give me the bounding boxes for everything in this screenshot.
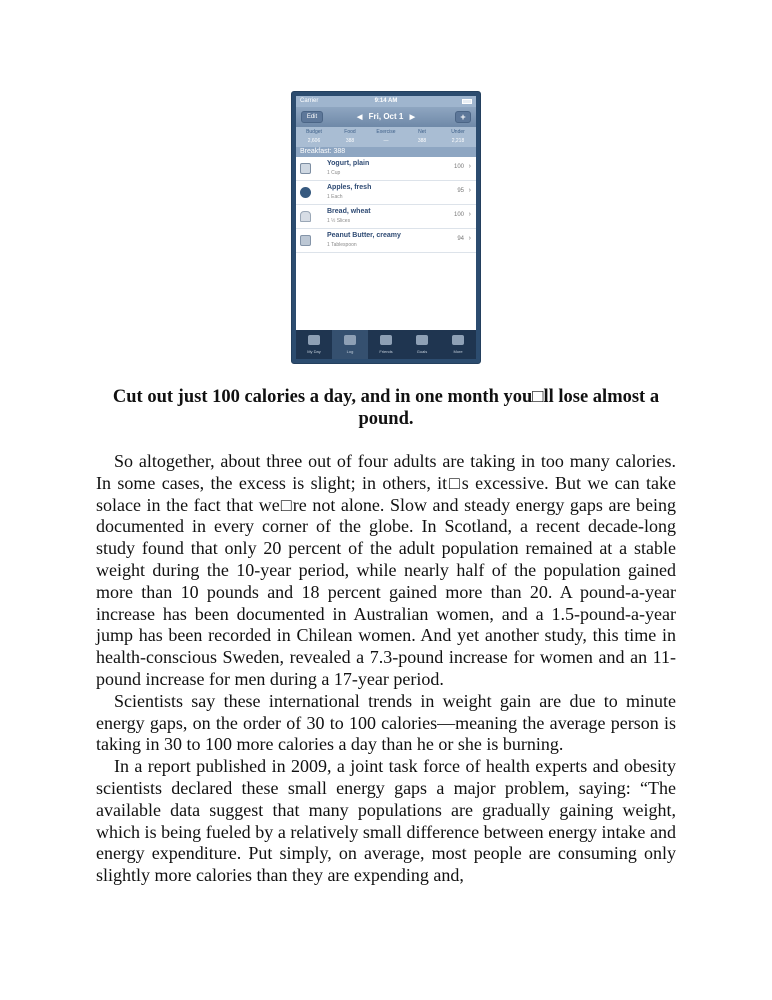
cup-icon bbox=[300, 163, 311, 174]
meal-section-header: Breakfast: 388 bbox=[296, 147, 476, 157]
food-row[interactable] bbox=[296, 157, 476, 181]
chevron-right-icon: › bbox=[468, 211, 471, 218]
food-calories: 100 bbox=[453, 164, 464, 170]
more-icon bbox=[452, 335, 464, 345]
prev-day-icon[interactable]: ◀ bbox=[357, 114, 363, 121]
phone-screen bbox=[296, 96, 476, 359]
phone-screenshot-figure bbox=[291, 91, 481, 364]
clipboard-icon bbox=[344, 335, 356, 345]
people-icon bbox=[380, 335, 392, 345]
food-calories: 94 bbox=[457, 236, 464, 242]
paragraph: So altogether, about three out of four adults are taking in too many calories. In some cases, the excess is slight; in others, it□s excessive. But we can take solace in the fact that we□re not alone. Slow and steady energy gaps are being documented in every corner of the globe. In Scotland, a recent decade-long study found that only 20 percent of the adult population remained at a stable weight during the 10-year period, while nearly half of the population gained more than 10 pounds and 18 percent gained more than 20. A pound-a-year increase has been documented in Australian women, and a 1.5-pound-a-year jump has been recorded in Chilean women. And yet another study, this time in health-conscious Sweden, revealed a 7.3-pound increase for women and an 11-pound increase for men during a 17-year period. bbox=[96, 451, 676, 689]
tab-log[interactable] bbox=[332, 330, 368, 359]
summary-value: 2,218 bbox=[451, 138, 465, 144]
summary-net bbox=[404, 127, 440, 147]
body-text bbox=[96, 451, 676, 887]
summary-label: Budget bbox=[306, 129, 322, 135]
food-row[interactable] bbox=[296, 229, 476, 253]
summary-label: Under bbox=[451, 129, 465, 135]
food-name: Bread, wheat bbox=[327, 208, 371, 215]
food-quantity: 1 Tablespoon bbox=[327, 242, 357, 248]
clock-label: 9:14 AM bbox=[374, 98, 398, 104]
summary-label: Exercise bbox=[376, 129, 396, 135]
summary-label: Food bbox=[344, 129, 356, 135]
food-quantity: 1 Cup bbox=[327, 170, 341, 176]
chevron-right-icon: › bbox=[468, 163, 471, 170]
food-calories: 100 bbox=[453, 212, 464, 218]
paragraph: Scientists say these international trends in weight gain are due to minute energy gaps, on the order of 30 to 100 calories—meaning the average person is taking in 30 to 100 more calories a day than he or she is burning. bbox=[96, 690, 676, 755]
battery-icon bbox=[462, 99, 472, 104]
summary-value: — bbox=[383, 138, 389, 144]
nav-bar bbox=[296, 107, 476, 127]
calorie-summary bbox=[296, 127, 476, 147]
tab-label: More bbox=[453, 349, 463, 354]
paragraph: In a report published in 2009, a joint task force of health experts and obesity scientists declared these small energy gaps a major problem, saying: “The available data suggest that many populations are gradually gaining weight, which is being fueled by a relatively small difference between energy intake and energy expenditure. Put simply, on average, most people are consuming only slightly more calories than they are expending and, bbox=[96, 756, 676, 886]
food-row[interactable] bbox=[296, 205, 476, 229]
food-name: Peanut Butter, creamy bbox=[327, 232, 401, 239]
chevron-right-icon: › bbox=[468, 235, 471, 242]
tab-label: Goals bbox=[416, 349, 428, 354]
home-icon bbox=[308, 335, 320, 345]
food-name: Yogurt, plain bbox=[327, 160, 370, 167]
tab-label: Log bbox=[346, 349, 354, 354]
summary-value: 388 bbox=[417, 138, 427, 144]
jar-icon bbox=[300, 235, 311, 246]
apple-icon bbox=[300, 187, 311, 198]
summary-exercise bbox=[368, 127, 404, 147]
food-row[interactable] bbox=[296, 181, 476, 205]
food-quantity: 1 ½ Slices bbox=[327, 218, 351, 224]
summary-food bbox=[332, 127, 368, 147]
summary-value: 388 bbox=[345, 138, 355, 144]
tab-friends[interactable] bbox=[368, 330, 404, 359]
next-day-icon[interactable]: ▶ bbox=[409, 114, 415, 121]
tab-label: Friends bbox=[379, 349, 393, 354]
tab-label: My Day bbox=[307, 349, 321, 354]
tab-goals[interactable] bbox=[404, 330, 440, 359]
summary-label: Net bbox=[418, 129, 426, 135]
tab-bar bbox=[296, 330, 476, 359]
add-button[interactable]: + bbox=[455, 111, 471, 123]
edit-button[interactable]: Edit bbox=[301, 111, 323, 123]
food-name: Apples, fresh bbox=[327, 184, 372, 191]
tab-more[interactable] bbox=[440, 330, 476, 359]
carrier-label: Carrier bbox=[300, 98, 319, 104]
date-selector bbox=[296, 107, 476, 128]
tab-my-day[interactable] bbox=[296, 330, 332, 359]
bread-icon bbox=[300, 211, 311, 222]
summary-budget bbox=[296, 127, 332, 147]
chevron-right-icon: › bbox=[468, 187, 471, 194]
summary-value: 2,606 bbox=[307, 138, 321, 144]
figure-caption: Cut out just 100 calories a day, and in one month you□ll lose almost a pound. bbox=[112, 387, 660, 429]
food-quantity: 1 Each bbox=[327, 194, 343, 200]
summary-under bbox=[440, 127, 476, 147]
date-label: Fri, Oct 1 bbox=[368, 112, 404, 121]
status-bar bbox=[296, 96, 476, 107]
scale-icon bbox=[416, 335, 428, 345]
food-calories: 95 bbox=[457, 188, 464, 194]
